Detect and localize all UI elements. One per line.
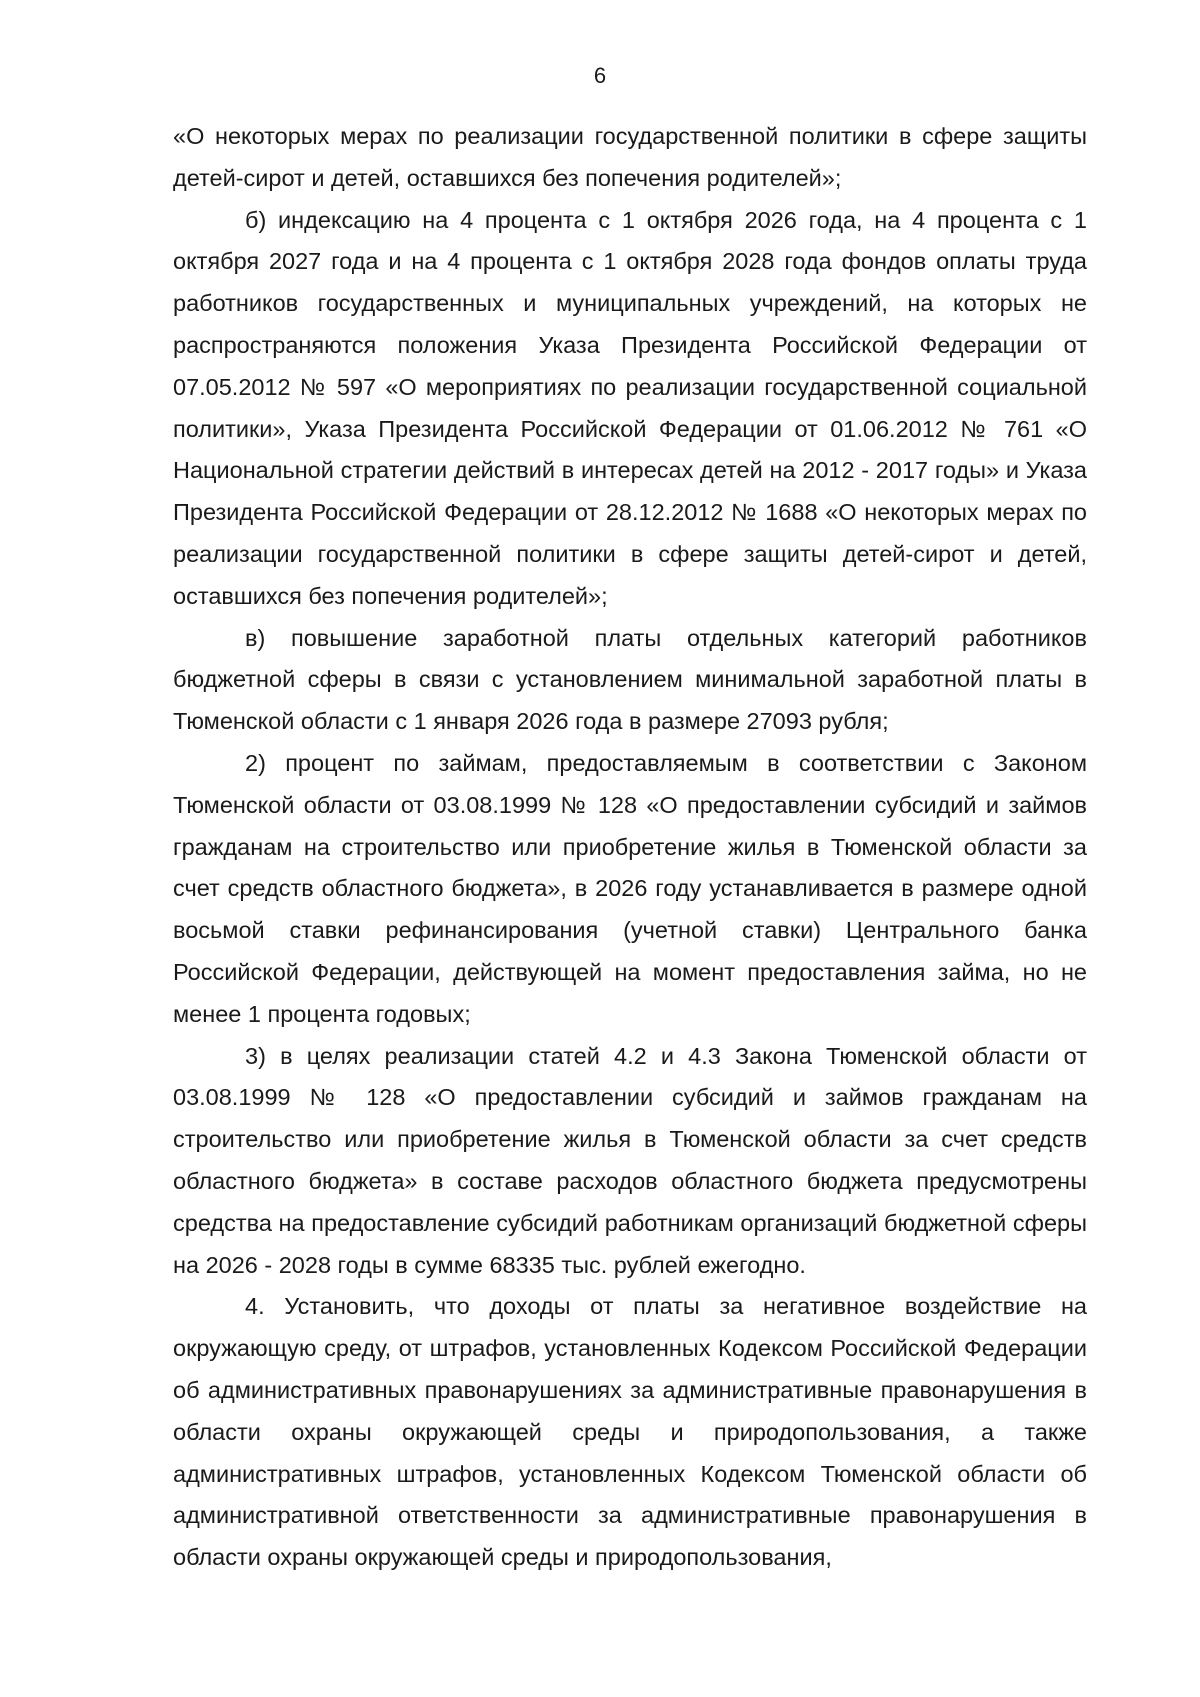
paragraph-item-3: 3) в целях реализации статей 4.2 и 4.3 Закона Тюменской области от 03.08.1999 № 128 «О предоставлении субсидий и займов гражданам на строительство или приобретение жилья в Тюменской области за счет средств областного бюджета» в составе расходов областного бюджета предусмотрены средства на предоставление субсидий работникам организаций бюджетной сферы на 2026 - 2028 годы в сумме 68335 тыс. рублей ежегодно. — [173, 1042, 1087, 1278]
paragraph-item-b: б) индексацию на 4 процента с 1 октября 2026 года, на 4 процента с 1 октября 2027 года и на 4 процента с 1 октября 2028 года фондов оплаты труда работников государственных и муниципальных учреждений, на которых не распространяются положения Указа Президента Российской Федерации от 07.05.2012 № 597 «О мероприятиях по реализации государственной социальной политики», Указа Президента Российской Федерации от 01.06.2012 № 761 «О Национальной стратегии действий в интересах детей на 2012 - 2017 годы» и Указа Президента Российской Федерации от 28.12.2012 № 1688 «О некоторых мерах по реализации государственной политики в сфере защиты детей-сирот и детей, оставшихся без попечения родителей»; — [173, 206, 1087, 609]
page-number: 6 — [593, 63, 607, 88]
document-body — [173, 116, 1087, 1579]
paragraph-item-v: в) повышение заработной платы отдельных категорий работников бюджетной сферы в связи с установлением минимальной заработной платы в Тюменской области с 1 января 2026 года в размере 27093 рубля; — [173, 624, 1087, 735]
paragraph-item-4: 4. Установить, что доходы от платы за негативное воздействие на окружающую среду, от штрафов, установленных Кодексом Российской Федерации об административных правонарушениях за административные правонарушения в области охраны окружающей среды и природопользования, а также административных штрафов, установленных Кодексом Тюменской области об административной ответственности за административные правонарушения в области охраны окружающей среды и природопользования, — [173, 1293, 1087, 1571]
paragraph-continuation: «О некоторых мерах по реализации государственной политики в сфере защиты детей-сирот и детей, оставшихся без попечения родителей»; — [173, 123, 1087, 191]
paragraph-item-2: 2) процент по займам, предоставляемым в соответствии с Законом Тюменской области от 03.08.1999 № 128 «О предоставлении субсидий и займов гражданам на строительство или приобретение жилья в Тюменской области за счет средств областного бюджета», в 2026 году устанавливается в размере одной восьмой ставки рефинансирования (учетной ставки) Центрального банка Российской Федерации, действующей на момент предоставления займа, но не менее 1 процента годовых; — [173, 749, 1087, 1027]
